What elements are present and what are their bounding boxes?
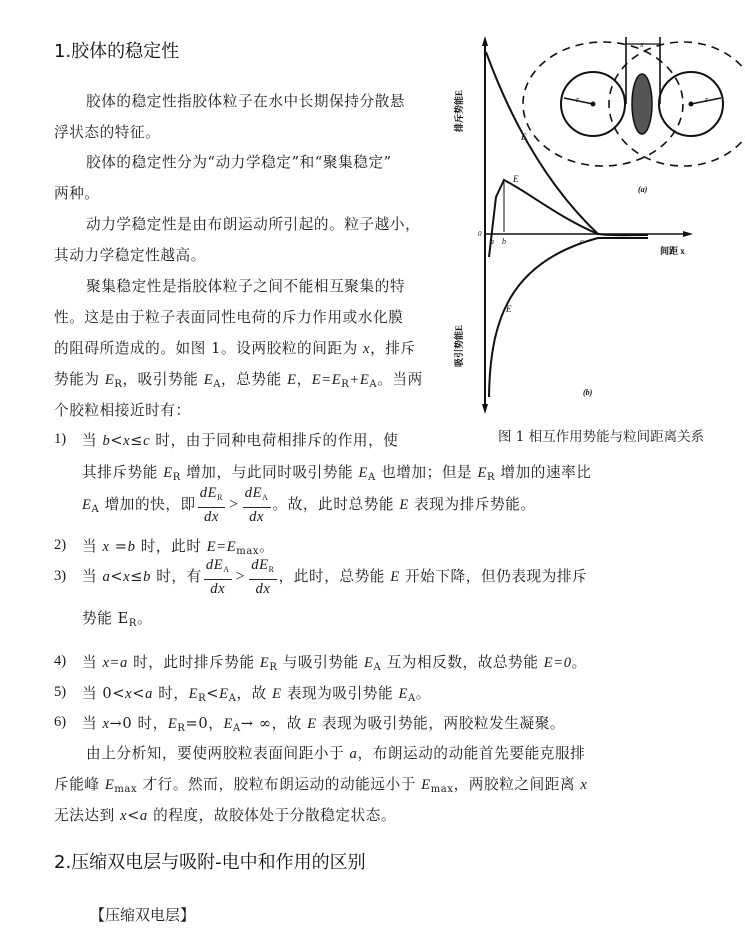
text: 的程度，故胶体处于分散稳定状态。	[147, 807, 397, 824]
var: E	[219, 686, 229, 702]
den: dx	[203, 509, 219, 525]
text: 斥能峰	[54, 776, 105, 793]
case-5-line	[82, 684, 431, 709]
c-label: c	[580, 237, 584, 246]
sub: A	[232, 723, 241, 734]
sub: max	[114, 784, 138, 795]
text: ，吸引势能	[122, 371, 204, 388]
text: 无法达到	[54, 807, 121, 824]
case-3-line-1	[82, 556, 587, 598]
paragraph-4-line-1: 聚集稳定性是指胶体粒子之间不能相互聚集的特	[86, 278, 406, 295]
sub: R	[269, 662, 278, 673]
fraction-dEA-dx	[204, 556, 232, 598]
var-E: E	[104, 372, 115, 388]
text: =	[109, 538, 128, 555]
text: 与吸引势能	[277, 654, 365, 671]
text: 。	[571, 654, 587, 671]
text: → ∞，故	[240, 715, 308, 732]
y-axis-arrow-down	[482, 404, 488, 414]
var: a	[349, 746, 358, 762]
text: 增加的快，即	[99, 496, 196, 513]
conclusion-line-2	[54, 775, 587, 800]
attractive-axis-label: 吸引势能E	[454, 324, 464, 367]
sub: R	[198, 693, 207, 704]
origin-label: 0	[478, 230, 482, 238]
var: E	[259, 655, 270, 671]
var: E	[104, 777, 115, 793]
sub: A	[213, 379, 222, 390]
num: dE	[205, 557, 224, 573]
case-5-number: 5)	[54, 684, 67, 700]
section-heading-2: 2.压缩双电层与吸附-电中和作用的区别	[54, 852, 366, 873]
var: x	[102, 539, 110, 555]
a-label: a	[490, 237, 494, 246]
var: b	[127, 539, 136, 555]
text: 时，此时	[135, 538, 207, 555]
case-1-line-3	[82, 484, 536, 530]
ea-curve	[489, 238, 648, 397]
text: 当	[82, 654, 103, 671]
text: 当 0<	[82, 685, 126, 702]
var: E	[358, 465, 369, 481]
y-axis-arrow-up	[482, 36, 488, 46]
conclusion-line-3	[54, 806, 396, 826]
text: 开始下降，但仍表现为排斥	[399, 568, 588, 585]
var: E	[272, 686, 282, 702]
text: ≤	[130, 568, 144, 585]
paragraph-2-line-1: 胶体的稳定性分为“动力学稳定”和“聚集稳定”	[86, 154, 392, 171]
text: <	[110, 568, 124, 585]
text: ，总势能	[221, 371, 288, 388]
text: 时，	[152, 685, 189, 702]
var: E	[364, 655, 374, 671]
paragraph-1-line-2: 浮状态的特征。	[54, 124, 161, 141]
text: →0 时，	[109, 715, 168, 732]
text: =0，	[185, 715, 224, 732]
repulsive-axis-label: 排斥势能E	[454, 89, 464, 132]
text: 表现为排斥势能。	[408, 496, 536, 513]
text: 增加，与此同时吸引势能	[180, 464, 359, 481]
num: dE	[199, 485, 218, 501]
text: 时，此时排斥势能	[127, 654, 260, 671]
paragraph-4-line-4: 势能为 $E_R$，吸引势能 $E_A$，总势能 E，$E=E_R+E_A$。当两	[54, 371, 423, 390]
text: <	[132, 685, 146, 702]
b-label: b	[502, 237, 506, 246]
subfigure-a-label: (a)	[638, 185, 648, 194]
var: E	[307, 716, 317, 732]
case-6-number: 6)	[54, 714, 67, 730]
var: a	[102, 569, 111, 585]
text: 。	[259, 538, 275, 555]
text: ，布朗运动的动能首先要能克服排	[357, 745, 586, 762]
text: <	[206, 685, 220, 702]
x-axis-arrow	[683, 231, 693, 237]
text: ，排斥	[370, 340, 416, 357]
text: 其排斥势能	[82, 464, 164, 481]
text: 当	[82, 715, 103, 732]
gt: >	[229, 496, 239, 513]
sub: R	[128, 618, 138, 629]
text: 的阻碍所造成的。如图 1。设两胶粒的间距为	[54, 340, 364, 357]
outer-layer-right	[609, 42, 745, 166]
den: dx	[210, 581, 226, 597]
text: 时，由于同种电荷相排斥的作用，使	[150, 432, 399, 449]
er-label: E	[521, 132, 527, 142]
case-6-line	[82, 714, 565, 739]
distance-axis-label: 间距 x	[660, 246, 685, 256]
paragraph-4-line-5: 个胶粒相接近时有：	[54, 402, 191, 419]
sub: A	[223, 565, 230, 574]
text: ，故	[236, 685, 273, 702]
var: E	[399, 497, 409, 513]
text: 。	[137, 610, 153, 627]
x-label: x	[640, 40, 644, 49]
subfigure-b-label: (b)	[583, 388, 593, 397]
var: E	[390, 569, 400, 585]
text: 当	[82, 568, 103, 585]
var: E	[188, 686, 199, 702]
fraction-dEA-dx	[243, 484, 271, 526]
r-left-label: r	[576, 95, 580, 104]
text: 。	[415, 685, 431, 702]
sub: R	[177, 723, 186, 734]
var: x	[125, 686, 133, 702]
potential-energy-figure	[448, 22, 745, 422]
sub: R	[268, 565, 275, 574]
var-E: E	[287, 372, 297, 388]
text: 表现为吸引势能	[281, 685, 399, 702]
sub: R	[341, 379, 350, 390]
var: E=0	[543, 655, 572, 671]
paragraph-4-line-2: 性。这是由于粒子表面同性电荷的斥力作用或水化膜	[54, 309, 404, 326]
var-E: E	[203, 372, 214, 388]
equation: +E	[349, 372, 370, 388]
text: 也增加；但是	[375, 464, 478, 481]
var: b	[143, 569, 151, 585]
section-heading-1: 1.胶体的稳定性	[54, 41, 180, 62]
case-4-line	[82, 653, 587, 678]
text: 势能 E	[82, 610, 129, 627]
var: x	[580, 777, 588, 793]
ea-label: E	[506, 304, 512, 314]
var: x	[123, 433, 131, 449]
text: <	[110, 432, 124, 449]
var: E	[477, 465, 488, 481]
fraction-dER-dx	[198, 484, 225, 526]
sub: R	[172, 472, 181, 483]
var: E	[206, 539, 217, 555]
var: =E	[216, 539, 237, 555]
num: dE	[244, 485, 263, 501]
text: 。当两	[377, 371, 423, 388]
r-right-label: r	[705, 95, 709, 104]
sub: A	[407, 693, 416, 704]
var: E	[223, 716, 233, 732]
text: ，此时，总势能	[278, 568, 391, 585]
text: 时，有	[150, 568, 202, 585]
case-4-number: 4)	[54, 653, 67, 669]
sub: A	[368, 472, 376, 483]
text: 。故，此时总势能	[272, 496, 400, 513]
var: x=a	[102, 655, 128, 671]
sub: R	[114, 379, 123, 390]
text: 互为相反数，故总势能	[381, 654, 544, 671]
var: x	[123, 569, 131, 585]
subheading-compress-double-layer: 【压缩双电层】	[90, 906, 196, 924]
e-curve	[489, 180, 648, 257]
var: b	[102, 433, 111, 449]
var-x: x	[363, 341, 371, 357]
case-2-number: 2)	[54, 537, 67, 553]
overlap-region	[632, 74, 652, 134]
case-1-line-1	[82, 431, 399, 451]
text: 势能为	[54, 371, 105, 388]
num: dE	[251, 557, 269, 573]
paragraph-4-line-3	[54, 339, 416, 359]
equation: E=E	[311, 372, 342, 388]
var: E	[398, 686, 408, 702]
sub: A	[228, 693, 237, 704]
text: 由上分析知，要使两胶粒表面间距小于	[86, 745, 350, 762]
den: dx	[255, 581, 271, 597]
sub: A	[262, 493, 269, 502]
paragraph-3-line-2: 其动力学稳定性越高。	[54, 247, 206, 264]
var: a	[139, 808, 148, 824]
text: 增加的速率比	[495, 464, 592, 481]
text: ，两胶粒之间距离	[453, 776, 581, 793]
text: 才行。然而，胶粒布朗运动的动能远小于	[137, 776, 422, 793]
er-curve	[486, 52, 598, 234]
e-label: E	[513, 174, 519, 184]
case-3-number: 3)	[54, 568, 67, 584]
var: E	[163, 465, 173, 481]
sub: R	[487, 472, 496, 483]
var: E	[421, 777, 431, 793]
center-right	[689, 102, 694, 107]
sub: A	[373, 662, 382, 673]
paragraph-1-line-1: 胶体的稳定性指胶体粒子在水中长期保持分散悬	[86, 93, 406, 110]
text: 当	[82, 538, 103, 555]
conclusion-line-1	[86, 744, 585, 764]
var: c	[143, 433, 151, 449]
text: ≤	[130, 432, 144, 449]
sub: max	[236, 546, 260, 557]
sub: A	[369, 379, 378, 390]
text: <	[127, 807, 140, 824]
var: E	[167, 716, 178, 732]
var: x	[120, 808, 128, 824]
paragraph-2-line-2: 两种。	[54, 185, 100, 202]
figure-caption: 图 1 相互作用势能与粒间距离关系	[498, 429, 705, 445]
center-left	[591, 102, 596, 107]
case-1-number: 1)	[54, 431, 67, 447]
fraction-dER-dx	[249, 556, 276, 598]
sub: max	[430, 784, 454, 795]
den: dx	[249, 509, 265, 525]
sub: A	[91, 504, 100, 515]
sub: R	[217, 493, 224, 502]
paragraph-3-line-1: 动力学稳定性是由布朗运动所引起的。粒子越小，	[86, 216, 421, 233]
text: 当	[82, 432, 103, 449]
var: x	[102, 716, 110, 732]
case-3-line-2	[82, 609, 152, 634]
gt: >	[235, 568, 246, 585]
text: 表现为吸引势能，两胶粒发生凝聚。	[316, 715, 566, 732]
var: E	[82, 497, 92, 513]
var: a	[145, 686, 153, 702]
